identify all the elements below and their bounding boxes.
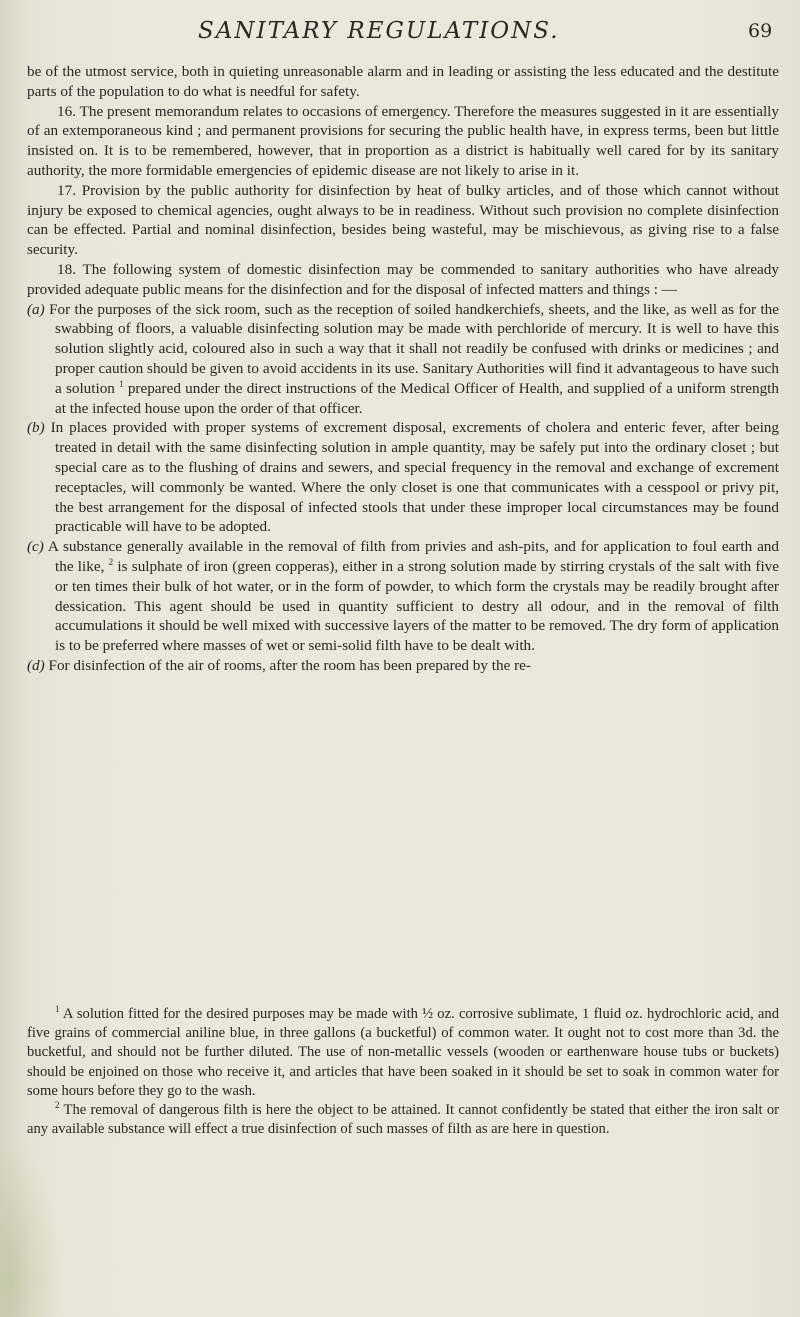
item-a [27, 300, 779, 419]
item-b-label: (b) [27, 419, 45, 437]
paragraph-continuation: be of the utmost service, both in quieting unreasonable alarm and in leading or assisting the less educated and the destitute parts of the population to do what is needful for safety. [27, 63, 779, 100]
item-d-label: (d) [27, 656, 45, 674]
footnotes [27, 1005, 779, 1139]
footnote-1 [27, 1005, 779, 1101]
item-d-text: For disinfection of the air of rooms, after the room has been prepared by the re- [48, 656, 531, 674]
footnote-2-mark: 2 [55, 1100, 60, 1111]
footnote-1-text: A solution fitted for the desired purposes may be made with ½ oz. corrosive sublimate, 1 fluid oz. hydrochloric acid, and five grains of commercial aniline blue, in three gallons (a bucketful) of common water. It ought not to cost more than 3d. the bucketful, and should not be further diluted. The use of non-metallic vessels (wooden or earthenware house tubs or buckets) should be enjoined on those who receive it, and articles that have been soaked in it should be set to soak in common water for some hours before they go to the wash. [27, 1006, 779, 1099]
item-c-text-2: is sulphate of iron (green copperas), either in a strong solution made by stirring crystals of the salt with five or ten times their bulk of hot water, or in the form of powder, to which form the crystals may be readily brought after dessication. This agent should be used in quantity sufficient to destry all odour, and in the removal of filth accumulations it should be well mixed with successive layers of the matter to be removed. The dry form of application is to be preferred where masses of wet or semi-solid filth have to be dealt with. [55, 557, 779, 655]
item-c-text-1: A substance generally available in the removal of filth from privies and ash-pits, and for application to foul earth and the like, [47, 538, 779, 575]
page-number: 69 [748, 20, 773, 42]
footnote-ref-2: 2 [108, 556, 114, 567]
paper-stain [0, 1140, 60, 1317]
item-c-label: (c) [27, 538, 44, 556]
item-b [27, 418, 779, 537]
item-a-text-1: For the purposes of the sick room, such as the reception of soiled handkerchiefs, sheets, and the like, as well as for the swabbing of floors, a valuable disinfecting solution may be made with perchloride of mercury. It is well to have this solution slightly acid, coloured also in such a way that it shall not readily be confused with drinks or medicines ; and proper caution should be given to avoid accidents in its use. Sanitary Authorities will find it advantageous to have such a solution [49, 300, 780, 397]
paragraph-18: 18. The following system of domestic disinfection may be commended to sanitary authorities who have already provided adequate public means for the disinfection and for the disposal of infected matters and things : — [27, 260, 779, 298]
page-header [0, 14, 800, 48]
item-d [27, 656, 779, 676]
item-b-text: In places provided with proper systems of excrement disposal, excrements of cholera and enteric fever, after being treated in detail with the same disinfecting solution in ample quantity, may be safely put into the ordinary closet ; but special care as to the flushing of drains and sewers, and special frequency in the removal and exchange of excrement receptacles, will commonly be wanted. Where the only closet is one that communicates with a cesspool or privy pit, the best arrangement for the disposal of infected stools that under these improper local circumstances may be found practicable will have to be adopted. [50, 419, 779, 536]
item-c [27, 537, 779, 656]
paragraph-16: 16. The present memorandum relates to occasions of emergency. Therefore the measures suggested in it are essentially of an extemporaneous kind ; and permanent provisions for securing the public health have, in express terms, been but little insisted on. It is to be remembered, however, that in proportion as a district is habitually well cared for by its sanitary authority, the more formidable emergencies of epidemic disease are not likely to arise in it. [27, 102, 779, 179]
footnote-ref-1: 1 [119, 378, 124, 389]
item-a-text-2: prepared under the direct instructions of the Medical Officer of Health, and supplied of a uniform strength at the infected house upon the order of that officer. [55, 379, 779, 417]
item-a-label: (a) [27, 300, 45, 318]
running-title: SANITARY REGULATIONS. [198, 18, 560, 44]
footnote-2-text: The removal of dangerous filth is here the object to be attained. It cannot confidently be stated that either the iron salt or any available substance will effect a true disinfection of such masses of filth as are here in question. [27, 1102, 779, 1138]
body-text [27, 62, 779, 676]
footnote-2 [27, 1101, 779, 1139]
footnote-1-mark: 1 [55, 1004, 60, 1015]
paragraph-17: 17. Provision by the public authority for disinfection by heat of bulky articles, and of those which cannot without injury be exposed to chemical agencies, ought always to be in readiness. Without such provision no complete disinfection can be effected. Partial and nominal disinfection, besides being wasteful, may be mischievous, as giving rise to a false security. [27, 181, 779, 259]
